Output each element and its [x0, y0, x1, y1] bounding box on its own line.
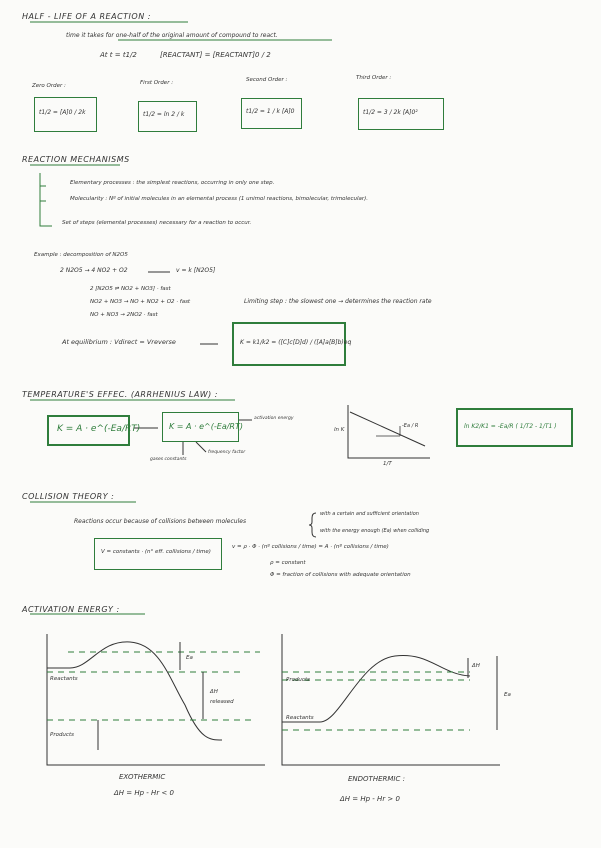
arrhenius-box-1 — [47, 415, 141, 446]
arrhenius-eq-2: K = A · e^(-Ea/RT) — [169, 422, 243, 431]
step-1: 2 [N2O5 ⇌ NO2 + NO3] · fast — [90, 286, 171, 292]
section-mechanisms-title: REACTION MECHANISMS — [22, 155, 130, 164]
half-life-definition: time it takes for one-half of the original amount of compound to react. — [66, 32, 278, 39]
exo-products-label: Products — [50, 732, 74, 738]
frequency-factor-note: frequency factor — [208, 450, 246, 455]
set-of-steps-text: Set of steps (elemental processes) necessary for a reaction to occur. — [62, 220, 252, 226]
lnk-graph-y-label: ln K — [334, 427, 345, 433]
exothermic-equation: ΔH = Hp - Hr < 0 — [114, 789, 174, 797]
second-order-label: Second Order : — [246, 77, 288, 83]
first-order-box — [138, 101, 197, 132]
equilibrium-constant-formula: K = k1/k2 = ([C]c[D]d) / ([A]a[B]b)eq — [240, 339, 352, 346]
equilibrium-label: At equilibrium : Vdirect = Vreverse — [62, 338, 176, 346]
section-temperature-title: TEMPERATURE'S EFFEC. (ARRHENIUS LAW) : — [22, 390, 218, 399]
equilibrium-constant-box — [232, 322, 352, 366]
elementary-text: Elementary processes : the simplest reactions, occurring in only one step. — [70, 180, 275, 186]
collision-equation: v = ρ · Φ · (nº collisions / time) = A · (nº collisions / time) — [232, 544, 389, 550]
overall-rate: v = k [N2O5] — [176, 267, 216, 274]
lnk-graph-slope: -Ea / R — [402, 423, 419, 429]
first-order-formula: t1/2 = ln 2 / k — [143, 111, 185, 118]
endo-ea-label: Ea — [504, 692, 511, 698]
exothermic-title: EXOTHERMIC — [119, 773, 166, 781]
lnk-graph-x-label: 1/T — [383, 461, 392, 467]
second-order-formula: t1/2 = 1 / k [A]0 — [246, 108, 295, 115]
endo-dh-label: ΔH — [472, 663, 480, 669]
zero-order-box — [34, 97, 97, 132]
overall-reaction: 2 N2O5 → 4 NO2 + O2 — [60, 267, 128, 274]
third-order-box — [358, 98, 444, 130]
collision-orientation: with a certain and sufficient orientation — [320, 511, 419, 517]
activation-energy-note: activation energy — [254, 416, 294, 421]
limiting-step-text: Limiting step : the slowest one → determines the reaction rate — [244, 298, 432, 305]
collision-text: Reactions occur because of collisions between molecules — [74, 518, 247, 525]
step-2: NO2 + NO3 → NO + NO2 + O2 · fast — [90, 299, 191, 305]
zero-order-label: Zero Order : — [32, 83, 66, 89]
collision-rate-formula: V = constants · (n° eff. collisions / time) — [101, 549, 211, 555]
exo-dh-label: ΔH — [210, 689, 218, 695]
endo-reactants-label: Reactants — [286, 715, 314, 721]
arrhenius-eq-1: K = A · e^(-Ea/RT) — [57, 424, 141, 434]
phi-definition: Φ = fraction of collisions with adequate orientation — [270, 572, 411, 578]
third-order-label: Third Order : — [356, 75, 392, 81]
arrhenius-two-temps-box — [456, 408, 573, 447]
third-order-formula: t1/2 = 3 / 2k [A]0² — [363, 109, 418, 116]
arrhenius-box-2 — [162, 412, 243, 442]
exo-released-label: released — [210, 699, 234, 705]
step-3: NO + NO3 → 2NO2 · fast — [90, 312, 158, 318]
gas-constant-note: gases constants — [150, 457, 187, 462]
exo-reactants-label: Reactants — [50, 676, 78, 682]
exo-ea-label: Ea — [186, 655, 193, 661]
endothermic-title: ENDOTHERMIC : — [348, 775, 405, 783]
endothermic-equation: ΔH = Hp - Hr > 0 — [340, 795, 400, 803]
arrhenius-two-temps-eq: ln K2/K1 = -Ea/R ( 1/T2 - 1/T1 ) — [464, 423, 557, 430]
example-label: Example : decomposition of N2O5 — [34, 252, 128, 258]
section-activation-title: ACTIVATION ENERGY : — [22, 605, 120, 614]
first-order-label: First Order : — [140, 80, 174, 86]
zero-order-formula: t1/2 = [A]0 / 2k — [39, 109, 86, 116]
half-life-reactant-eq: [REACTANT] = [REACTANT]0 / 2 — [160, 51, 271, 59]
section-half-life-title: HALF - LIFE OF A REACTION : — [22, 12, 151, 21]
collision-energy: with the energy enough (Ea) when colliding — [320, 528, 430, 534]
rho-definition: ρ = constant — [270, 560, 306, 566]
endo-products-label: Products — [286, 677, 310, 683]
molecularity-text: Molecularity : Nº of initial molecules in an elemental process (1 unimol reactions, bimolecular, trimolecular). — [70, 196, 369, 202]
half-life-at-t: At t = t1/2 — [100, 51, 137, 59]
collision-rate-box — [94, 538, 222, 570]
second-order-box — [241, 98, 302, 129]
section-collision-title: COLLISION THEORY : — [22, 492, 115, 501]
